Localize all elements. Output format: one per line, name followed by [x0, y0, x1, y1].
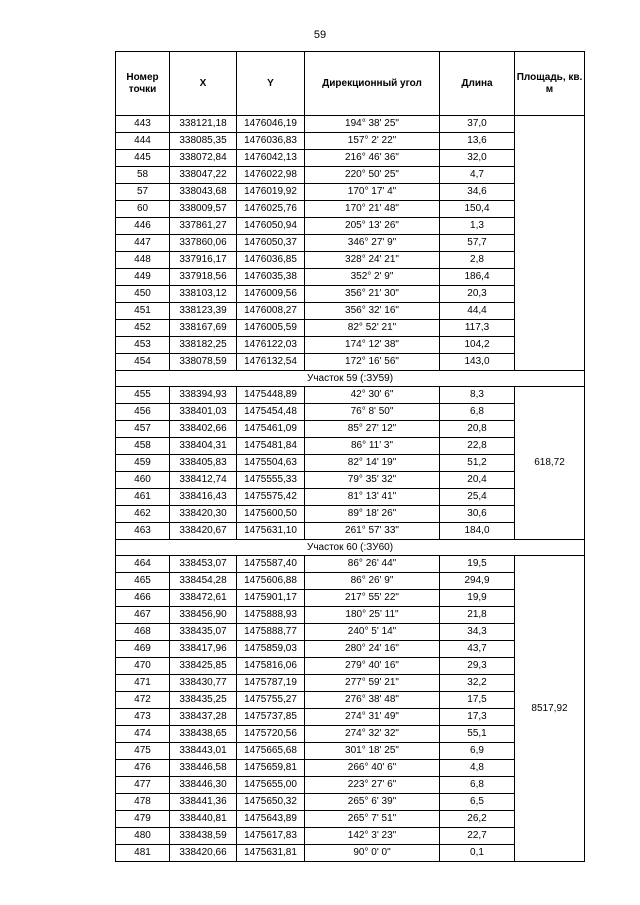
- y-cell: 1475650,32: [237, 794, 305, 811]
- point-number-cell: 60: [116, 201, 170, 218]
- direction-angle-cell: 86° 11' 3": [305, 438, 440, 455]
- y-cell: 1476022,98: [237, 167, 305, 184]
- x-cell: 338446,30: [170, 777, 237, 794]
- length-cell: 0,1: [440, 845, 515, 862]
- point-number-cell: 58: [116, 167, 170, 184]
- y-cell: 1475587,40: [237, 556, 305, 573]
- direction-angle-cell: 220° 50' 25": [305, 167, 440, 184]
- table-row: [116, 573, 585, 590]
- length-cell: 43,7: [440, 641, 515, 658]
- x-cell: 338425,85: [170, 658, 237, 675]
- table-row: [116, 590, 585, 607]
- y-cell: 1475600,50: [237, 506, 305, 523]
- direction-angle-cell: 157° 2' 22": [305, 133, 440, 150]
- direction-angle-cell: 265° 7' 51": [305, 811, 440, 828]
- x-cell: 338446,58: [170, 760, 237, 777]
- x-cell: 338453,07: [170, 556, 237, 573]
- length-cell: 17,5: [440, 692, 515, 709]
- point-number-cell: 464: [116, 556, 170, 573]
- direction-angle-cell: 86° 26' 9": [305, 573, 440, 590]
- point-number-cell: 462: [116, 506, 170, 523]
- length-cell: 34,3: [440, 624, 515, 641]
- table-row: [116, 523, 585, 540]
- point-number-cell: 472: [116, 692, 170, 709]
- table-body: [116, 116, 585, 862]
- length-cell: 20,4: [440, 472, 515, 489]
- y-cell: 1476042,13: [237, 150, 305, 167]
- direction-angle-cell: 174° 12' 38": [305, 337, 440, 354]
- length-cell: 4,7: [440, 167, 515, 184]
- direction-angle-cell: 42° 30' 6": [305, 387, 440, 404]
- y-cell: 1476025,76: [237, 201, 305, 218]
- y-cell: 1475504,63: [237, 455, 305, 472]
- x-cell: 338402,66: [170, 421, 237, 438]
- y-cell: 1476036,85: [237, 252, 305, 269]
- y-cell: 1476132,54: [237, 354, 305, 371]
- table-row: [116, 709, 585, 726]
- header-direction-angle: Дирекционный угол: [305, 52, 440, 116]
- length-cell: 30,6: [440, 506, 515, 523]
- coordinates-table: [115, 51, 585, 862]
- y-cell: 1475454,48: [237, 404, 305, 421]
- y-cell: 1475555,33: [237, 472, 305, 489]
- y-cell: 1475659,81: [237, 760, 305, 777]
- table-row: [116, 167, 585, 184]
- table-row: [116, 506, 585, 523]
- x-cell: 338441,36: [170, 794, 237, 811]
- point-number-cell: 468: [116, 624, 170, 641]
- y-cell: 1475787,19: [237, 675, 305, 692]
- x-cell: 338420,66: [170, 845, 237, 862]
- y-cell: 1475575,42: [237, 489, 305, 506]
- direction-angle-cell: 223° 27' 6": [305, 777, 440, 794]
- length-cell: 20,8: [440, 421, 515, 438]
- y-cell: 1475448,89: [237, 387, 305, 404]
- direction-angle-cell: 170° 21' 48": [305, 201, 440, 218]
- y-cell: 1476122,03: [237, 337, 305, 354]
- x-cell: 338401,03: [170, 404, 237, 421]
- direction-angle-cell: 277° 59' 21": [305, 675, 440, 692]
- length-cell: 117,3: [440, 320, 515, 337]
- table-row: [116, 777, 585, 794]
- point-number-cell: 477: [116, 777, 170, 794]
- header-y: Y: [237, 52, 305, 116]
- length-cell: 19,9: [440, 590, 515, 607]
- y-cell: 1475859,03: [237, 641, 305, 658]
- section-row: [116, 540, 585, 556]
- x-cell: 338430,77: [170, 675, 237, 692]
- table-row: [116, 387, 585, 404]
- point-number-cell: 447: [116, 235, 170, 252]
- direction-angle-cell: 86° 26' 44": [305, 556, 440, 573]
- length-cell: 6,8: [440, 404, 515, 421]
- y-cell: 1476050,37: [237, 235, 305, 252]
- x-cell: 337861,27: [170, 218, 237, 235]
- table-row: [116, 201, 585, 218]
- point-number-cell: 451: [116, 303, 170, 320]
- y-cell: 1476008,27: [237, 303, 305, 320]
- direction-angle-cell: 205° 13' 26": [305, 218, 440, 235]
- point-number-cell: 476: [116, 760, 170, 777]
- x-cell: 338440,81: [170, 811, 237, 828]
- y-cell: 1476009,56: [237, 286, 305, 303]
- table-row: [116, 607, 585, 624]
- direction-angle-cell: 89° 18' 26": [305, 506, 440, 523]
- point-number-cell: 448: [116, 252, 170, 269]
- header-length: Длина: [440, 52, 515, 116]
- header-point-number: Номер точки: [116, 52, 170, 116]
- x-cell: 338182,25: [170, 337, 237, 354]
- x-cell: 338121,18: [170, 116, 237, 133]
- point-number-cell: 445: [116, 150, 170, 167]
- direction-angle-cell: 217° 55' 22": [305, 590, 440, 607]
- x-cell: 338047,22: [170, 167, 237, 184]
- x-cell: 338043,68: [170, 184, 237, 201]
- x-cell: 338167,69: [170, 320, 237, 337]
- length-cell: 6,5: [440, 794, 515, 811]
- direction-angle-cell: 142° 3' 23": [305, 828, 440, 845]
- table-row: [116, 692, 585, 709]
- direction-angle-cell: 274° 31' 49": [305, 709, 440, 726]
- direction-angle-cell: 352° 2' 9": [305, 269, 440, 286]
- point-number-cell: 450: [116, 286, 170, 303]
- table-row: [116, 354, 585, 371]
- point-number-cell: 461: [116, 489, 170, 506]
- direction-angle-cell: 328° 24' 21": [305, 252, 440, 269]
- direction-angle-cell: 265° 6' 39": [305, 794, 440, 811]
- table-row: [116, 404, 585, 421]
- header-x: X: [170, 52, 237, 116]
- x-cell: 337916,17: [170, 252, 237, 269]
- table-row: [116, 726, 585, 743]
- table-row: [116, 269, 585, 286]
- point-number-cell: 453: [116, 337, 170, 354]
- point-number-cell: 444: [116, 133, 170, 150]
- direction-angle-cell: 82° 52' 21": [305, 320, 440, 337]
- table-row: [116, 760, 585, 777]
- y-cell: 1475617,83: [237, 828, 305, 845]
- length-cell: 6,8: [440, 777, 515, 794]
- table-row: [116, 116, 585, 133]
- length-cell: 25,4: [440, 489, 515, 506]
- length-cell: 294,9: [440, 573, 515, 590]
- direction-angle-cell: 346° 27' 9": [305, 235, 440, 252]
- table-row: [116, 489, 585, 506]
- table-row: [116, 286, 585, 303]
- direction-angle-cell: 356° 32' 16": [305, 303, 440, 320]
- table-row: [116, 218, 585, 235]
- point-number-cell: 470: [116, 658, 170, 675]
- x-cell: 338420,30: [170, 506, 237, 523]
- area-cell: 618,72: [515, 387, 585, 540]
- direction-angle-cell: 81° 13' 41": [305, 489, 440, 506]
- x-cell: 338417,96: [170, 641, 237, 658]
- table-row: [116, 438, 585, 455]
- x-cell: 338416,43: [170, 489, 237, 506]
- y-cell: 1475461,09: [237, 421, 305, 438]
- x-cell: 338438,65: [170, 726, 237, 743]
- length-cell: 6,9: [440, 743, 515, 760]
- point-number-cell: 467: [116, 607, 170, 624]
- point-number-cell: 465: [116, 573, 170, 590]
- point-number-cell: 443: [116, 116, 170, 133]
- direction-angle-cell: 279° 40' 16": [305, 658, 440, 675]
- length-cell: 19,5: [440, 556, 515, 573]
- length-cell: 26,2: [440, 811, 515, 828]
- point-number-cell: 479: [116, 811, 170, 828]
- direction-angle-cell: 90° 0' 0": [305, 845, 440, 862]
- y-cell: 1475755,27: [237, 692, 305, 709]
- table-row: [116, 556, 585, 573]
- length-cell: 13,6: [440, 133, 515, 150]
- direction-angle-cell: 79° 35' 32": [305, 472, 440, 489]
- y-cell: 1475816,06: [237, 658, 305, 675]
- point-number-cell: 474: [116, 726, 170, 743]
- table-row: [116, 303, 585, 320]
- y-cell: 1475665,68: [237, 743, 305, 760]
- x-cell: 338456,90: [170, 607, 237, 624]
- x-cell: 338443,01: [170, 743, 237, 760]
- length-cell: 34,6: [440, 184, 515, 201]
- x-cell: 338435,07: [170, 624, 237, 641]
- table-row: [116, 150, 585, 167]
- length-cell: 184,0: [440, 523, 515, 540]
- length-cell: 20,3: [440, 286, 515, 303]
- x-cell: 338420,67: [170, 523, 237, 540]
- y-cell: 1476035,38: [237, 269, 305, 286]
- direction-angle-cell: 180° 25' 11": [305, 607, 440, 624]
- length-cell: 186,4: [440, 269, 515, 286]
- x-cell: 338085,35: [170, 133, 237, 150]
- point-number-cell: 460: [116, 472, 170, 489]
- table-row: [116, 184, 585, 201]
- direction-angle-cell: 172° 16' 56": [305, 354, 440, 371]
- direction-angle-cell: 216° 46' 36": [305, 150, 440, 167]
- direction-angle-cell: 76° 8' 50": [305, 404, 440, 421]
- table-row: [116, 658, 585, 675]
- direction-angle-cell: 85° 27' 12": [305, 421, 440, 438]
- table-row: [116, 794, 585, 811]
- point-number-cell: 446: [116, 218, 170, 235]
- y-cell: 1476050,94: [237, 218, 305, 235]
- length-cell: 143,0: [440, 354, 515, 371]
- direction-angle-cell: 170° 17' 4": [305, 184, 440, 201]
- direction-angle-cell: 82° 14' 19": [305, 455, 440, 472]
- y-cell: 1475606,88: [237, 573, 305, 590]
- x-cell: 338078,59: [170, 354, 237, 371]
- y-cell: 1475631,10: [237, 523, 305, 540]
- table-row: [116, 624, 585, 641]
- table-row: [116, 455, 585, 472]
- table-row: [116, 472, 585, 489]
- y-cell: 1476005,59: [237, 320, 305, 337]
- y-cell: 1476036,83: [237, 133, 305, 150]
- length-cell: 44,4: [440, 303, 515, 320]
- point-number-cell: 449: [116, 269, 170, 286]
- area-cell: [515, 116, 585, 371]
- header-area: Площадь, кв. м: [515, 52, 585, 116]
- table-row: [116, 641, 585, 658]
- table-row: [116, 235, 585, 252]
- table-row: [116, 421, 585, 438]
- x-cell: 338437,28: [170, 709, 237, 726]
- y-cell: 1475481,84: [237, 438, 305, 455]
- direction-angle-cell: 261° 57' 33": [305, 523, 440, 540]
- x-cell: 337918,56: [170, 269, 237, 286]
- table-row: [116, 337, 585, 354]
- point-number-cell: 57: [116, 184, 170, 201]
- point-number-cell: 452: [116, 320, 170, 337]
- length-cell: 32,2: [440, 675, 515, 692]
- length-cell: 104,2: [440, 337, 515, 354]
- direction-angle-cell: 266° 40' 6": [305, 760, 440, 777]
- length-cell: 2,8: [440, 252, 515, 269]
- length-cell: 150,4: [440, 201, 515, 218]
- point-number-cell: 473: [116, 709, 170, 726]
- direction-angle-cell: 274° 32' 32": [305, 726, 440, 743]
- y-cell: 1476046,19: [237, 116, 305, 133]
- length-cell: 29,3: [440, 658, 515, 675]
- area-cell: 8517,92: [515, 556, 585, 862]
- x-cell: 338438,59: [170, 828, 237, 845]
- point-number-cell: 463: [116, 523, 170, 540]
- direction-angle-cell: 240° 5' 14": [305, 624, 440, 641]
- point-number-cell: 471: [116, 675, 170, 692]
- x-cell: 338405,83: [170, 455, 237, 472]
- x-cell: 338412,74: [170, 472, 237, 489]
- point-number-cell: 458: [116, 438, 170, 455]
- y-cell: 1475888,93: [237, 607, 305, 624]
- length-cell: 32,0: [440, 150, 515, 167]
- length-cell: 8,3: [440, 387, 515, 404]
- length-cell: 1,3: [440, 218, 515, 235]
- direction-angle-cell: 276° 38' 48": [305, 692, 440, 709]
- page-number: 59: [313, 29, 327, 41]
- x-cell: 338123,39: [170, 303, 237, 320]
- point-number-cell: 457: [116, 421, 170, 438]
- length-cell: 21,8: [440, 607, 515, 624]
- table-row: [116, 743, 585, 760]
- point-number-cell: 454: [116, 354, 170, 371]
- section-title: Участок 59 (:ЗУ59): [116, 371, 585, 387]
- y-cell: 1475720,56: [237, 726, 305, 743]
- x-cell: 337860,06: [170, 235, 237, 252]
- length-cell: 37,0: [440, 116, 515, 133]
- direction-angle-cell: 356° 21' 30": [305, 286, 440, 303]
- point-number-cell: 481: [116, 845, 170, 862]
- point-number-cell: 456: [116, 404, 170, 421]
- y-cell: 1475631,81: [237, 845, 305, 862]
- point-number-cell: 469: [116, 641, 170, 658]
- table-row: [116, 252, 585, 269]
- x-cell: 338454,28: [170, 573, 237, 590]
- x-cell: 338404,31: [170, 438, 237, 455]
- length-cell: 57,7: [440, 235, 515, 252]
- x-cell: 338394,93: [170, 387, 237, 404]
- direction-angle-cell: 301° 18' 25": [305, 743, 440, 760]
- table-row: [116, 845, 585, 862]
- y-cell: 1475643,89: [237, 811, 305, 828]
- y-cell: 1475655,00: [237, 777, 305, 794]
- table-row: [116, 675, 585, 692]
- table-row: [116, 133, 585, 150]
- length-cell: 51,2: [440, 455, 515, 472]
- table-header-row: [116, 52, 585, 116]
- length-cell: 55,1: [440, 726, 515, 743]
- x-cell: 338009,57: [170, 201, 237, 218]
- point-number-cell: 466: [116, 590, 170, 607]
- y-cell: 1475737,85: [237, 709, 305, 726]
- point-number-cell: 478: [116, 794, 170, 811]
- direction-angle-cell: 194° 38' 25": [305, 116, 440, 133]
- y-cell: 1476019,92: [237, 184, 305, 201]
- x-cell: 338435,25: [170, 692, 237, 709]
- section-row: [116, 371, 585, 387]
- length-cell: 22,8: [440, 438, 515, 455]
- x-cell: 338103,12: [170, 286, 237, 303]
- length-cell: 17,3: [440, 709, 515, 726]
- point-number-cell: 455: [116, 387, 170, 404]
- x-cell: 338072,84: [170, 150, 237, 167]
- table-row: [116, 320, 585, 337]
- length-cell: 4,8: [440, 760, 515, 777]
- direction-angle-cell: 280° 24' 16": [305, 641, 440, 658]
- y-cell: 1475901,17: [237, 590, 305, 607]
- point-number-cell: 475: [116, 743, 170, 760]
- table-row: [116, 828, 585, 845]
- point-number-cell: 480: [116, 828, 170, 845]
- section-title: Участок 60 (:ЗУ60): [116, 540, 585, 556]
- y-cell: 1475888,77: [237, 624, 305, 641]
- table-row: [116, 811, 585, 828]
- x-cell: 338472,61: [170, 590, 237, 607]
- point-number-cell: 459: [116, 455, 170, 472]
- length-cell: 22,7: [440, 828, 515, 845]
